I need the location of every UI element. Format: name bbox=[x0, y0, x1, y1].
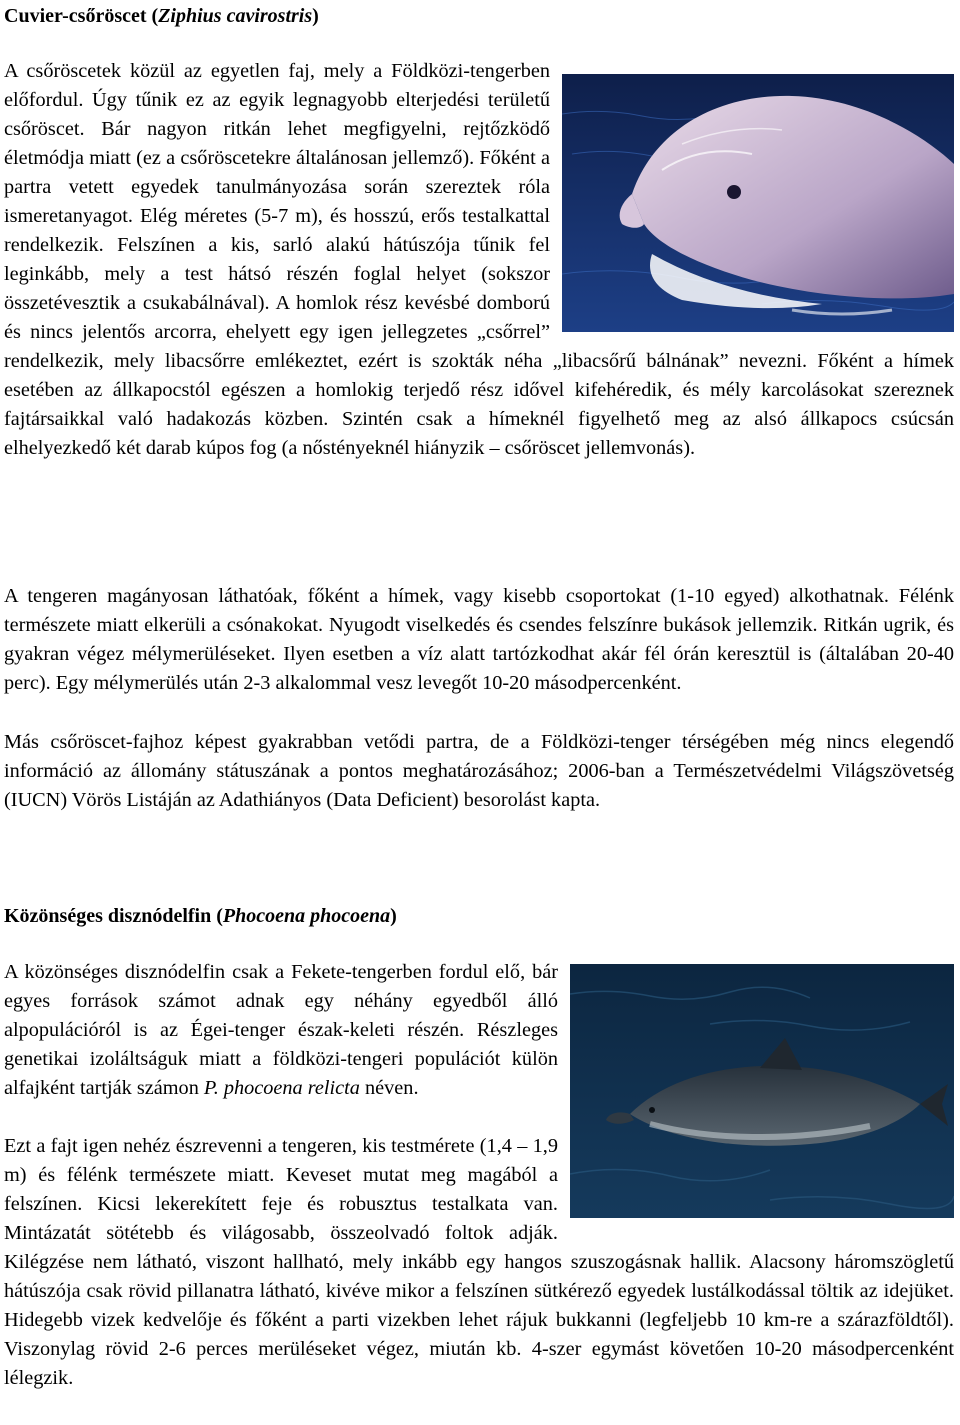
section-paragraph: A tengeren magányosan láthatóak, főként a hímek, vagy kisebb csoportokat (1-10 egyed) alkothatnak. Félénk természete miatt elkerüli a csónakokat. Nyugodt viselkedés és csendes felszínre bukások jellemzik. Ritkán ugrik, és gyakran végez mélymerüléseket. Ilyen esetben a víz alatt tartózkodhat akár fél órán keresztül is (általában 20-40 perc). Egy mélymerülés után 2-3 alkalommal vesz levegőt 10-20 másodpercenként. bbox=[4, 585, 954, 694]
title-latin-name: Ziphius cavirostris bbox=[158, 5, 313, 27]
beaked-whale-photo-icon bbox=[562, 74, 954, 332]
section-title-cuvier bbox=[4, 2, 319, 30]
latin-subspecies-name: P. phocoena relicta bbox=[203, 1077, 360, 1099]
title-text: Közönséges disznódelfin ( bbox=[4, 905, 223, 927]
section-paragraph bbox=[4, 958, 954, 1393]
section-paragraph: Más csőröscet-fajhoz képest gyakrabban vetődi partra, de a Földközi-tenger térségében még nincs elegendő információ az állomány státuszának a pontos meghatározásához; 2006-ban a Természetvédelmi Világszövetség (IUCN) Vörös Listáján az Adathiányos (Data Deficient) besorolást kapta. bbox=[4, 731, 954, 811]
paragraph-text: Ezt a fajt igen nehéz észrevenni a tengeren, kis testmérete (1,4 – 1,9 m) és félénk természete miatt. Keveset mutat meg magából a felszínen. Kicsi lekerekített feje és robusztus testalkata van. Mintázatát sötétebb és világosabb, összeolvadó foltok adják. Kilégzése nem látható, viszont hallható, mely inkább egy hangos szuszogásnak hallik. Alacsony háromszögletű hátúszója csak rövid pillanatra látható, kivéve mikor a felszínen sütkérező egyedek lustálkodással töltik az idejüket. Hidegebb vizek kedvelője és főként a parti vizekben lehet rájuk bukkanni (legfeljebb 10 km-re a szárazföldtől). Viszonylag rövid 2-6 perces merüléseket végez, miután kb. 4-szer egymást követően 10-20 másodpercenként lélegzik. bbox=[4, 1135, 954, 1389]
harbour-porpoise-photo-icon bbox=[570, 964, 954, 1218]
section-title-porpoise bbox=[4, 902, 397, 930]
title-text: Cuvier-csőröscet ( bbox=[4, 5, 159, 27]
title-text-end: ) bbox=[312, 5, 319, 27]
paragraph-text: A csőröscetek közül az egyetlen faj, mely a Földközi-tengerben előfordul. Úgy tűnik ez az egyik legnagyobb elterjedési területű csőröscet. Bár nagyon ritkán lehet megfigyelni, rejtőzködő életmódja miatt (ez a csőröscetekre általánosan jellemző). Főként a partra vetett egyedek tanulmányozása során szereztek róla ismeretanyagot. Elég méretes (5-7 m), és hosszú, erős testalkattal rendelkezik. Felszínen a kis, sarló alakú hátúszója tűnik fel leginkább, mely a test hátsó részén foglal helyet (sokszor összetévesztik a csukabálnával). A homlok rész kevésbé domború és nincs jelentős arcorra, ehelyett egy igen jellegzetes „csőrrel” rendelkezik, mely libacsőrre emlékeztet, ezért is szokták néha „libacsőrű bálnának” nevezni. Főként a hímek esetében az állkapocstól egészen a homlokig terjedő rész idővel kifehéredik, és mély karcolásokat szereznek fajtársaikkal való hadakozás közben. Szintén csak a hímeknél figyelhető meg az alsó állkapocs csúcsán elhelyezkedő két darab kúpos fog (a nőstényeknél hiányzik – csőröscet jellemvonás). bbox=[4, 60, 954, 459]
title-text-end: ) bbox=[390, 905, 397, 927]
paragraph-text-part: néven. bbox=[359, 1077, 419, 1099]
title-latin-name: Phocoena phocoena bbox=[222, 905, 391, 927]
beaked-whale-photo bbox=[562, 74, 954, 332]
section-paragraph bbox=[4, 57, 954, 463]
paragraph-text-part: A közönséges disznódelfin csak a Fekete-tengerben fordul elő, bár egyes források számot adnak egy néhány egyedből álló alpopulációról is az Égei-tenger észak-keleti részén. Részleges genetikai izoláltságuk miatt a földközi-tengeri populációt külön alfajként tartják számon bbox=[4, 961, 558, 1099]
harbour-porpoise-photo bbox=[570, 964, 954, 1218]
